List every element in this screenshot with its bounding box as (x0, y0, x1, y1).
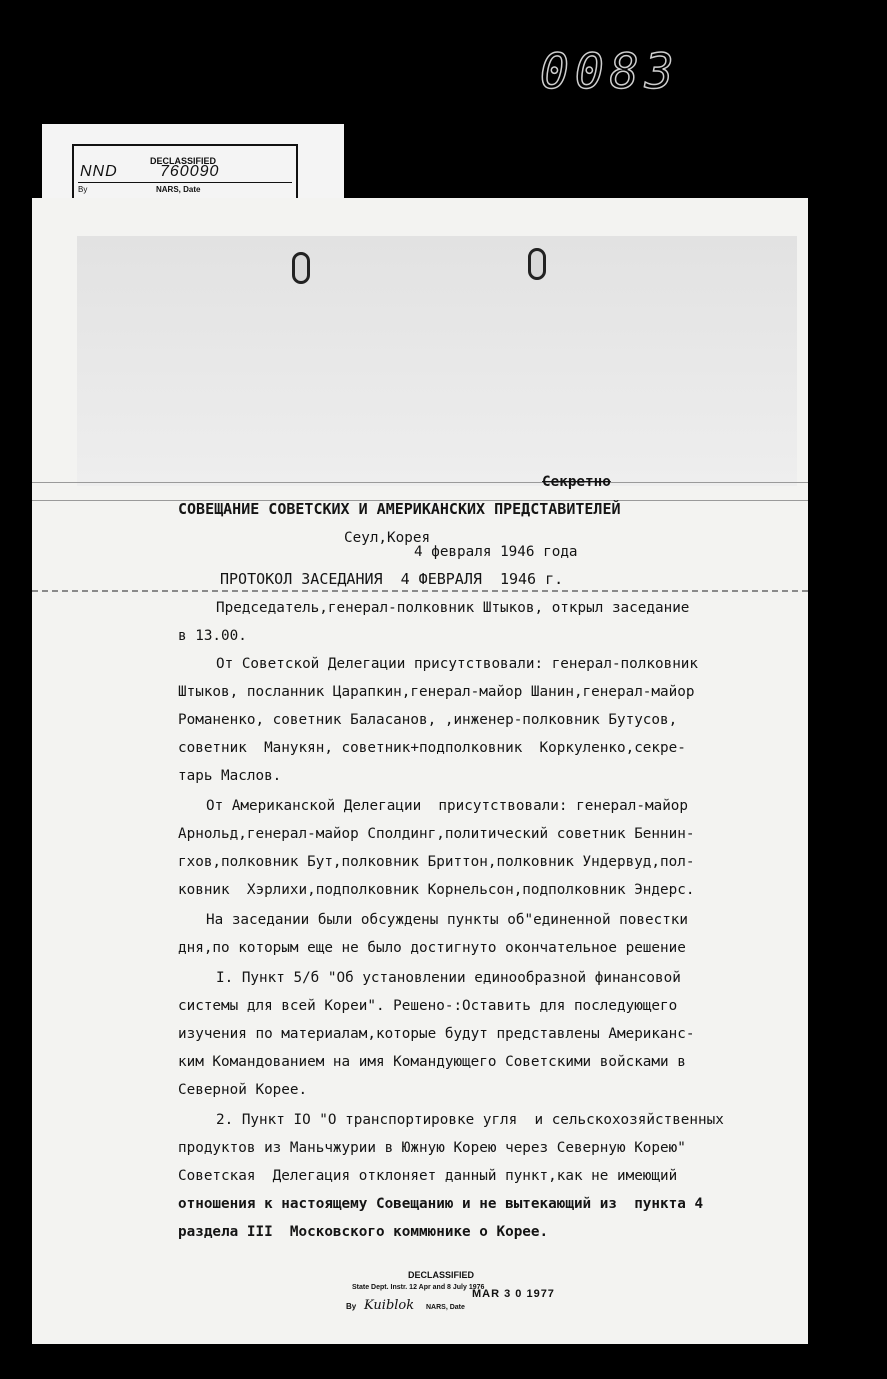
body-line: советник Манукян, советник+подполковник Коркуленко,секре- (178, 740, 686, 756)
declassification-stamp-bottom (344, 1268, 564, 1316)
bottom-stamp-by-label: By (346, 1302, 357, 1311)
document-heading: СОВЕЩАНИЕ СОВЕТСКИХ И АМЕРИКАНСКИХ ПРЕДСТАВИТЕЛЕЙ (178, 500, 621, 518)
bottom-stamp-authority: State Dept. Instr. 12 Apr and 8 July 1976 (352, 1284, 485, 1291)
body-line: изучения по материалам,которые будут представлены Американс- (178, 1026, 695, 1042)
stamp-divider (78, 182, 292, 183)
body-line: тарь Маслов. (178, 768, 282, 784)
body-line: отношения к настоящему Совещанию и не вытекающий из пункта 4 (178, 1196, 704, 1212)
body-line: гхов,полковник Бут,полковник Бриттон,полковник Ундервуд,пол- (178, 854, 695, 870)
stamp-nars-date: NARS, Date (156, 185, 201, 194)
body-line: Председатель,генерал-полковник Штыков, открыл заседание (216, 600, 690, 616)
document-place: Сеул,Корея (344, 530, 431, 546)
body-line: Штыков, посланник Царапкин,генерал-майор Шанин,генерал-майор (178, 684, 695, 700)
body-line: Романенко, советник Баласанов, ,инженер-полковник Бутусов, (178, 712, 678, 728)
body-line: Северной Корее. (178, 1082, 308, 1098)
body-line: От Советской Делегации присутствовали: генерал-полковник (216, 656, 699, 672)
punch-hole (292, 252, 310, 284)
declassification-stamp (72, 144, 298, 200)
stamp-by-label: By (78, 185, 88, 194)
page-number: 0083 (540, 44, 680, 100)
body-line: I. Пункт 5/б "Об установлении единообразной финансовой (216, 970, 681, 986)
bottom-stamp-nars-date: NARS, Date (426, 1304, 465, 1311)
page-shadow (77, 236, 797, 486)
stamp-title: DECLASSIFIED (150, 156, 217, 166)
document-page (32, 198, 808, 1344)
body-line: дня,по которым еще не было достигнуто окончательное решение (178, 940, 686, 956)
body-line: Советская Делегация отклоняет данный пункт,как не имеющий (178, 1168, 678, 1184)
body-line: 2. Пункт IO "О транспортировке угля и сельскохозяйственных (216, 1112, 724, 1128)
body-line: продуктов из Маньчжурии в Южную Корею через Северную Корею" (178, 1140, 686, 1156)
bottom-stamp-title: DECLASSIFIED (408, 1270, 475, 1280)
fold-line (32, 482, 808, 483)
body-line: в 13.00. (178, 628, 247, 644)
document-date: 4 февраля 1946 года (414, 544, 578, 560)
body-line: ким Командованием на имя Командующего Советскими войсками в (178, 1054, 686, 1070)
body-line: Арнольд,генерал-майор Сполдинг,политический советник Беннин- (178, 826, 695, 842)
stamp-authority: NND (80, 163, 118, 180)
body-line: системы для всей Кореи". Решено-:Оставить для последующего (178, 998, 678, 1014)
fold-line (32, 590, 808, 592)
body-line: На заседании были обсуждены пункты об"единенной повестки (206, 912, 689, 928)
body-line: раздела III Московского коммюнике о Корее. (178, 1224, 549, 1240)
punch-hole (528, 248, 546, 280)
bottom-stamp-date: MAR 3 0 1977 (472, 1288, 555, 1300)
body-line: От Американской Делегации присутствовали: генерал-майор (206, 798, 689, 814)
stamp-authority-number: 760090 (160, 163, 220, 180)
classification-mark: Секретно (542, 474, 611, 490)
bottom-stamp-signature: Kuiblok (364, 1298, 415, 1313)
protocol-title: ПРОТОКОЛ ЗАСЕДАНИЯ 4 ФЕВРАЛЯ 1946 г. (220, 570, 564, 588)
declassification-card (42, 124, 344, 204)
body-line: ковник Хэрлихи,подполковник Корнельсон,подполковник Эндерс. (178, 882, 695, 898)
